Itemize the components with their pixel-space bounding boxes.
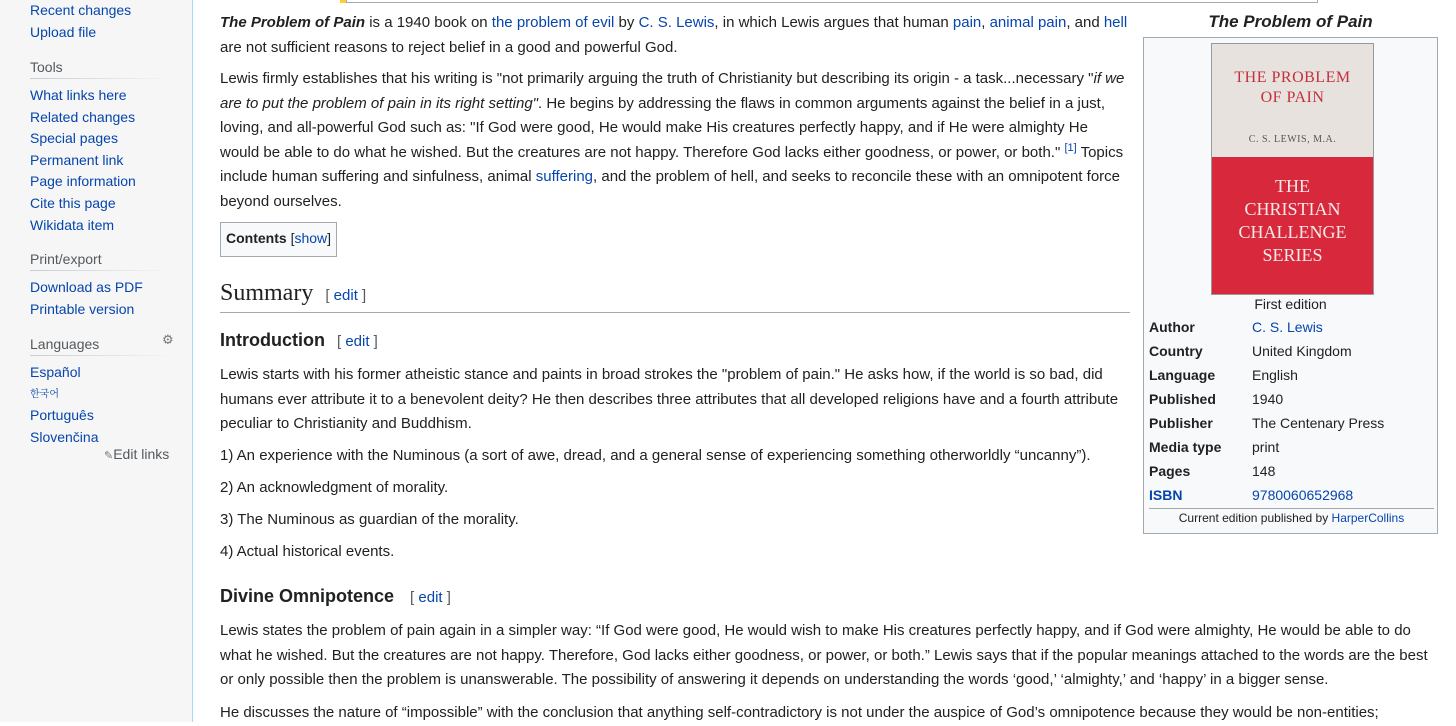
lead-paragraph-1 — [220, 11, 1130, 60]
sidebar-link-lang-es[interactable]: Español — [30, 364, 81, 380]
infobox-value: United Kingdom — [1252, 343, 1352, 359]
sidebar-item-page-information[interactable] — [30, 171, 172, 193]
summary-edit-bracket-open: [ — [325, 287, 334, 304]
lead1-text-6: are not sufficient reasons to reject belief in a good and powerful God. — [220, 38, 678, 56]
language-settings-gear-icon[interactable]: ⚙ — [162, 332, 174, 347]
infobox-value: English — [1252, 367, 1298, 383]
link-problem-of-evil[interactable]: the problem of evil — [491, 14, 615, 31]
lead2-italic-quote: if we are to put the problem of pain in its right setting" — [220, 70, 1125, 112]
languages-heading: Languages — [30, 336, 172, 356]
list-item: 4) Actual historical events. — [220, 543, 395, 560]
cover-title — [1212, 68, 1373, 108]
summary-heading-text: Summary — [220, 280, 314, 306]
section-heading-summary — [220, 280, 1130, 313]
list-item: 1) An experience with the Numinous (a sort of awe, dread, and a general sense of experiencing something otherworldly “uncanny”). — [220, 447, 1091, 464]
lead1-text-1: is a 1940 book on — [365, 14, 492, 31]
link-suffering[interactable]: suffering — [535, 168, 594, 186]
infobox-label: Pages — [1149, 463, 1191, 479]
table-of-contents — [220, 222, 337, 257]
lead1-text-5: , and — [1066, 14, 1104, 31]
lead1-text-4: , — [981, 14, 990, 31]
cover-caption: First edition — [1254, 296, 1327, 312]
infobox-label: Publisher — [1149, 415, 1213, 431]
infobox-value: 148 — [1252, 463, 1276, 479]
cover-series-line-2: CHRISTIAN — [1244, 199, 1341, 219]
infobox-title: The Problem of Pain — [1208, 12, 1373, 31]
sidebar-item-recent-changes[interactable] — [30, 0, 172, 22]
lead1-text-3: , in which Lewis argues that human — [714, 14, 953, 31]
lead2-text-2: . He begins by addressing the flaws in common arguments against the belief in a just, loving, and all-powerful God such as: "If God were good, He would make His creatures perfectly happy, and if He were almighty He would be able to do what he wished. But the creatures are not happy. Therefore God lacks either goodness, or power, or both." — [220, 94, 1105, 161]
cover-title-line-1: THE PROBLEM — [1234, 69, 1351, 86]
sidebar-link-upload-file[interactable]: Upload file — [30, 23, 97, 40]
sidebar-item-special-pages[interactable] — [30, 128, 172, 150]
infobox-label: Published — [1149, 391, 1216, 407]
tools-heading: Tools — [30, 59, 172, 79]
print-export-portal — [30, 251, 172, 320]
sidebar-item-printable-version[interactable] — [30, 299, 172, 321]
sidebar-link-cite-this-page[interactable]: Cite this page — [30, 194, 116, 211]
introduction-paragraph: Lewis starts with his former atheistic stance and paints in broad strokes the "problem of pain." He asks how, if the world is so bad, did humans ever attribute it to a benevolent deity? He then describes three attributes that all developed religions have and a fourth attribute peculiar to Christianity and Buddhism. — [220, 366, 1119, 433]
pencil-icon: ✎ — [104, 450, 114, 462]
infobox-isbn-label-link[interactable]: ISBN — [1149, 487, 1183, 503]
cover-series-line-3: CHALLENGE — [1238, 222, 1347, 242]
sidebar-item-cite-this-page[interactable] — [30, 193, 172, 215]
sidebar-link-what-links-here[interactable]: What links here — [30, 87, 127, 103]
infobox-label: Author — [1149, 319, 1195, 335]
lead-paragraph-2 — [220, 67, 1130, 215]
infobox-author-link[interactable]: C. S. Lewis — [1252, 319, 1323, 335]
toc-bracket-close: ] — [327, 230, 332, 246]
divine-edit-section: [ edit ] — [410, 589, 451, 606]
list-item: 2) An acknowledgment of morality. — [220, 479, 449, 496]
infobox — [1143, 37, 1438, 534]
sidebar-link-download-pdf[interactable]: Download as PDF — [30, 279, 143, 295]
cover-series — [1212, 175, 1373, 267]
sidebar-link-lang-sk[interactable]: Slovenčina — [30, 428, 99, 445]
sidebar-link-related-changes[interactable]: Related changes — [30, 108, 136, 125]
sidebar-item-related-changes[interactable] — [30, 107, 172, 129]
sidebar-item-wikidata-item[interactable] — [30, 215, 172, 237]
toc-show-toggle[interactable]: show — [294, 230, 328, 246]
link-hell[interactable]: hell — [1103, 14, 1128, 31]
summary-edit-section — [325, 287, 366, 304]
sidebar-item-what-links-here[interactable] — [30, 85, 172, 107]
site-notice-box — [346, 0, 1318, 3]
tools-portal — [30, 59, 172, 236]
sidebar-link-wikidata-item[interactable]: Wikidata item — [30, 216, 115, 233]
link-pain[interactable]: pain — [952, 14, 982, 31]
introduction-edit-link[interactable]: edit — [345, 333, 370, 350]
print-export-heading: Print/export — [30, 251, 172, 271]
section-heading-introduction — [220, 330, 378, 351]
edit-links-label: Edit links — [113, 446, 170, 462]
cover-author: C. S. LEWIS, M.A. — [1248, 134, 1337, 145]
site-notice-edge — [340, 0, 1318, 3]
link-cs-lewis[interactable]: C. S. Lewis — [638, 14, 715, 31]
divine-edit-link[interactable]: edit — [418, 589, 443, 606]
sidebar-link-lang-ko[interactable]: 한국어 — [30, 388, 59, 400]
navigation-portal — [30, 0, 172, 43]
languages-portal — [30, 336, 172, 448]
cover-series-line-4: SERIES — [1262, 245, 1323, 265]
list-item: 3) The Numinous as guardian of the morality. — [220, 511, 519, 528]
infobox-label: Language — [1149, 367, 1216, 383]
cover-series-line-1: THE — [1275, 176, 1310, 196]
sidebar-item-permanent-link[interactable] — [30, 150, 172, 172]
harpercollins-link[interactable]: HarperCollins — [1331, 511, 1405, 525]
lead1-text-2: by — [614, 14, 639, 31]
infobox-value: The Centenary Press — [1252, 415, 1385, 431]
introduction-heading-text: Introduction — [220, 330, 325, 350]
cover-title-line-2: OF PAIN — [1260, 89, 1325, 106]
edit-links-button[interactable] — [104, 446, 169, 462]
lead2-text-4: , and the problem of hell, and seeks to reconcile these with an omnipotent force beyond ourselves. — [220, 168, 1120, 210]
infobox-label: Media type — [1149, 439, 1222, 455]
toc-bracket-open: [ — [290, 230, 295, 246]
infobox-value: 1940 — [1252, 391, 1284, 407]
sidebar-item-lang-ko[interactable] — [30, 384, 172, 406]
sidebar-link-lang-pt[interactable]: Português — [30, 407, 94, 424]
divine-heading-text: Divine Omnipotence — [220, 586, 395, 606]
sidebar-item-lang-pt[interactable] — [30, 405, 172, 427]
sidebar-link-recent-changes[interactable]: Recent changes — [30, 2, 132, 18]
infobox-label: Country — [1149, 343, 1203, 359]
sidebar-link-printable-version[interactable]: Printable version — [30, 300, 135, 317]
sidebar — [0, 0, 193, 722]
lead2-text-3: Topics include human suffering and sinfulness, animal — [220, 143, 1124, 186]
infobox-footer-text: Current edition published by — [1178, 511, 1332, 525]
sidebar-link-page-information[interactable]: Page information — [30, 173, 136, 190]
infobox-value: print — [1252, 439, 1280, 455]
section-heading-divine-omnipotence — [220, 586, 451, 607]
sidebar-item-lang-es[interactable] — [30, 362, 172, 384]
sidebar-link-permanent-link[interactable]: Permanent link — [30, 151, 124, 168]
summary-edit-link[interactable]: edit — [333, 287, 358, 304]
sidebar-link-special-pages[interactable]: Special pages — [30, 130, 118, 147]
infobox-footer — [1149, 508, 1434, 525]
divine-paragraph-2: He discusses the nature of “impossible” with the conclusion that anything self-contradictory is not under the auspice of God’s omnipotence because they would be non-entities; — [220, 704, 1379, 721]
reference-1-link[interactable]: [1] — [1064, 141, 1077, 154]
infobox-isbn-value-link[interactable]: 9780060652968 — [1252, 487, 1354, 503]
sidebar-item-download-pdf[interactable] — [30, 277, 172, 299]
lead2-text-1: Lewis firmly establishes that his writing is "not primarily arguing the truth of Christianity but describing its origin - a task...necessary " — [220, 70, 1094, 87]
toc-label: Contents — [226, 230, 287, 246]
summary-edit-bracket-close: ] — [357, 287, 367, 304]
book-cover-image[interactable] — [1211, 43, 1374, 295]
sidebar-item-upload-file[interactable] — [30, 22, 172, 44]
divine-paragraph-1: Lewis states the problem of pain again in a simpler way: “If God were good, He would wish to make His creatures perfectly happy, and if God were almighty, He would be able to do what he wished. But the creatures are not happy. Therefore, God lacks either goodness, or power, or both.” Lewis says that if the popular meanings attached to the words are the best or only possible then the problem is unanswerable. The possibility of answering it depends on understanding the words ‘good,’ ‘almighty,’ and ‘happy’ in a bigger sense. — [220, 622, 1428, 689]
introduction-edit-section: [ edit ] — [336, 333, 378, 350]
article-title-bold: The Problem of Pain — [220, 14, 366, 31]
link-animal-pain[interactable]: animal pain — [989, 14, 1067, 31]
